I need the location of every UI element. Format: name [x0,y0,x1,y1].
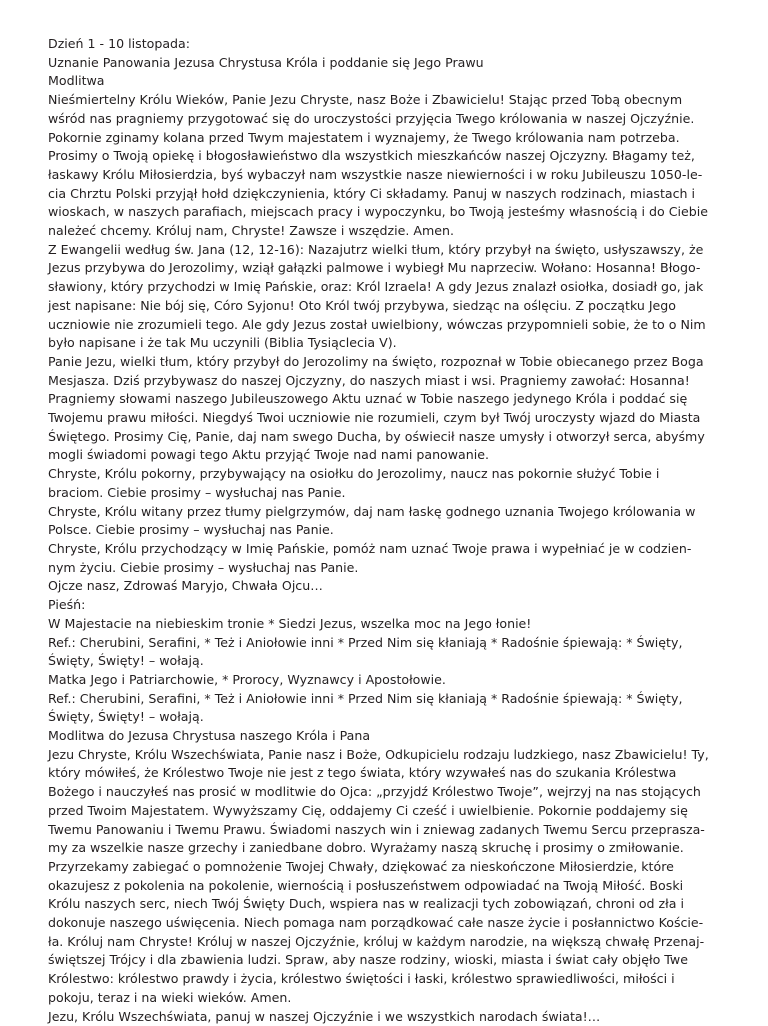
text-line: mogli świadomi powagi tego Aktu przyjąć Twoje nad nami panowanie. [48,447,490,463]
text-line: Panie Jezu, wielki tłum, który przybył do Jerozolimy na święto, rozpoznał w Tobie obiecanego przez Boga [48,353,704,369]
document-lines [48,72,738,1026]
text-line: Twemu Panowaniu i Twemu Prawu. Świadomi naszych win i zniewag zadanych Twemu Sercu przeprasza- [48,821,705,837]
text-line: Jezu Chryste, Królu Wszechświata, Panie nasz i Boże, Odkupicielu rodzaju ludzkiego, nasz Zbawicielu! Ty, [48,746,709,762]
text-line: Ref.: Cherubini, Serafini, * Też i Aniołowie inni * Przed Nim się kłaniają * Radośnie śpiewają: * Święty, [48,634,683,650]
text-line: Modlitwa do Jezusa Chrystusa naszego Króla i Pana [48,728,371,744]
text-line: łaskawy Królu Miłosierdzia, byś wybaczył nam wszystkie nasze niewierności i w roku Jubileuszu 1050-le- [48,166,703,182]
text-line: Jezu, Królu Wszechświata, panuj w naszej Ojczyźnie i we wszystkich narodach świata!… [48,1008,601,1024]
text-line: dokonuje naszego uświęcenia. Niech pomaga nam porządkować całe nasze życie i posłannictwo Koście- [48,915,704,931]
text-line: Chryste, Królu witany przez tłumy pielgrzymów, daj nam łaskę godnego uznania Twojego królowania w [48,503,696,519]
text-line: Królu naszych serc, niech Twój Święty Duch, wspiera nas w realizacji tych zobowiązań, chroni od zła i [48,896,684,912]
text-line: Modlitwa [48,73,105,89]
text-line: Pieśń: [48,597,86,613]
text-line: przed Twoim Majestatem. Wywyższamy Cię, oddajemy Ci cześć i uwielbienie. Pokornie poddajemy się [48,802,688,818]
text-line: Chryste, Królu pokorny, przybywający na osiołku do Jerozolimy, naucz nas pokornie służyć Tobie i [48,466,660,482]
text-line: Z Ewangelii według św. Jana (12, 12-16): Nazajutrz wielki tłum, który przybył na święto, usłyszawszy, że [48,241,704,257]
document-body [48,35,738,1026]
text-line: Ref.: Cherubini, Serafini, * Też i Aniołowie inni * Przed Nim się kłaniają * Radośnie śpiewają: * Święty, [48,690,683,706]
text-line: Twojemu prawu miłości. Niegdyś Twoi uczniowie nie rozumieli, czym był Twój uroczysty wjazd do Miasta [48,410,701,426]
text-line: ła. Króluj nam Chryste! Króluj w naszej Ojczyźnie, króluj w każdym narodzie, na większą chwałę Przenaj- [48,933,705,949]
text-line: Nieśmiertelny Królu Wieków, Panie Jezu Chryste, nasz Boże i Zbawicielu! Stając przed Tobą obecnym [48,92,683,108]
text-line: Mesjasza. Dziś przybywasz do naszej Ojczyzny, do naszych miast i wsi. Pragniemy zawołać: Hosanna! [48,372,690,388]
text-line: Prosimy o Twoją opiekę i błogosławieństwo dla wszystkich mieszkańców naszej Ojczyzny. Błagamy też, [48,148,695,164]
text-line: Pragniemy słowami naszego Jubileuszowego Aktu uznać w Tobie naszego jedynego Króla i poddać się [48,391,688,407]
text-line: okazujesz z pokolenia na pokolenie, wiernością i posłuszeństwem odpowiadać na Twoją Miłość. Boski [48,877,684,893]
text-line: wśród nas pragniemy przygotować się do uroczystości przyjęcia Twego królowania w naszej Ojczyźnie. [48,110,695,126]
text-line: Matka Jego i Patriarchowie, * Prorocy, Wyznawcy i Apostołowie. [48,671,446,687]
document-heading: Dzień 1 - 10 listopada: [48,36,190,51]
text-line: Chryste, Królu przychodzący w Imię Pańskie, pomóż nam uznać Twoje prawa i wypełniać je w codzien- [48,540,692,556]
text-line: jest napisane: Nie bój się, Córo Syjonu! Oto Król twój przybywa, siedząc na oślęciu. Z początku Jego [48,297,676,313]
text-line: pokoju, teraz i na wieki wieków. Amen. [48,989,292,1005]
text-line: Święty, Święty! – wołają. [48,653,204,669]
text-line: nym życiu. Ciebie prosimy – wysłuchaj nas Panie. [48,559,359,575]
text-line: Pokornie zginamy kolana przed Twym majestatem i wyznajemy, że Twego królowania nam potrzeba. [48,129,680,145]
text-line: Polsce. Ciebie prosimy – wysłuchaj nas Panie. [48,522,334,538]
text-line: Królestwo: królestwo prawdy i życia, królestwo świętości i łaski, królestwo sprawiedliwości, miłości i [48,971,675,987]
text-line: Przyrzekamy zabiegać o pomnożenie Twojej Chwały, dziękować za nieskończone Miłosierdzie, które [48,858,674,874]
text-line: Jezus przybywa do Jerozolimy, wziął gałązki palmowe i wybiegł Mu naprzeciw. Wołano: Hosanna! Błogo- [48,260,701,276]
text-line: Święty, Święty! – wołają. [48,709,204,725]
text-line: W Majestacie na niebieskim tronie * Siedzi Jezus, wszelka moc na Jego łonie! [48,615,532,631]
text-line: wioskach, w naszych parafiach, miejscach pracy i wypoczynku, bo Twoją jesteśmy własnością i do Ciebie [48,204,709,220]
text-line: należeć chcemy. Króluj nam, Chryste! Zawsze i wszędzie. Amen. [48,223,455,239]
text-line: Świętego. Prosimy Cię, Panie, daj nam swego Ducha, by oświecił nasze umysły i otworzył serca, abyśmy [48,428,705,444]
text-line: uczniowie nie zrozumieli tego. Ale gdy Jezus został uwielbiony, wówczas przypomnieli sobie, że to o Nim [48,316,706,332]
text-line: Ojcze nasz, Zdrowaś Maryjo, Chwała Ojcu… [48,578,323,594]
text-line: świętszej Trójcy i dla zbawienia ludzi. Spraw, aby nasze rodziny, wioski, miasta i świat cały objęło Twe [48,952,688,968]
text-line: my za wszelkie nasze grzechy i zaniedbane dobro. Wyrażamy naszą skruchę i prosimy o zmiłowanie. [48,840,684,856]
text-line: było napisane i że tak Mu uczynili (Biblia Tysiąclecia V). [48,335,397,351]
text-line: cia Chrztu Polski przyjął hołd dziękczynienia, który Ci składamy. Panuj w naszych rodzinach, miastach i [48,185,696,201]
text-line: który mówiłeś, że Królestwo Twoje nie jest z tego świata, który wzywałeś nas do szukania Królestwa [48,765,677,781]
document-subheading: Uznanie Panowania Jezusa Chrystusa Króla i poddanie się Jego Prawu [48,54,484,70]
text-line: sławiony, który przychodzi w Imię Pańskie, oraz: Król Izraela! A gdy Jezus znalazł osiołka, dosiadł go, jak [48,279,704,295]
text-line: Bożego i nauczyłeś nas prosić w modlitwie do Ojca: „przyjdź Królestwo Twoje”, wejrzyj na nas stojących [48,784,701,800]
text-line: braciom. Ciebie prosimy – wysłuchaj nas Panie. [48,484,346,500]
